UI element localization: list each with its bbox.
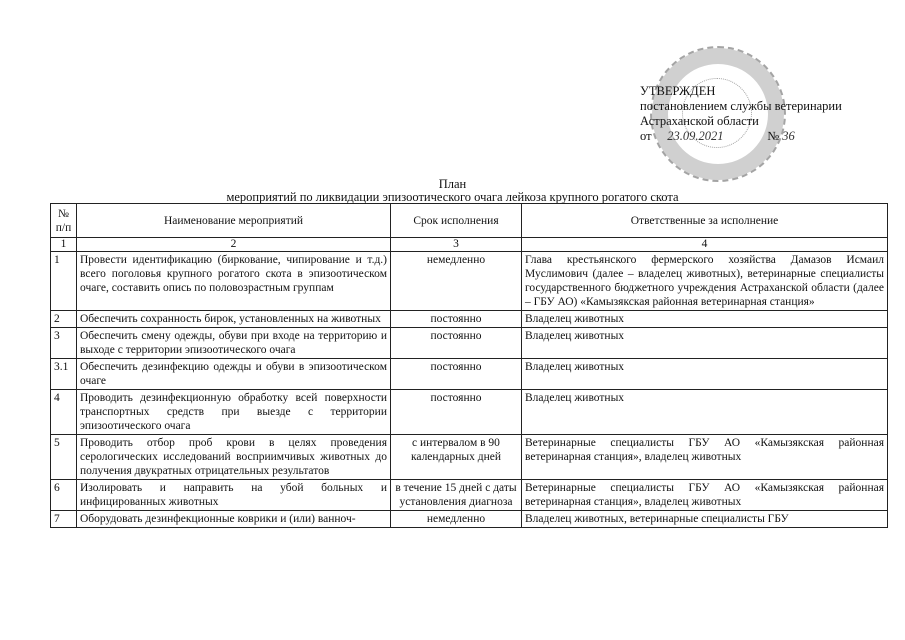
table-header-row xyxy=(51,204,888,238)
header-deadline: Срок исполнения xyxy=(391,204,522,238)
table-row xyxy=(51,328,888,359)
measures-table xyxy=(50,203,888,528)
header-number: № п/п xyxy=(51,204,77,238)
approval-heading: УТВЕРЖДЕН xyxy=(640,84,716,98)
row-number: 1 xyxy=(51,252,77,311)
row-measure: Провести идентификацию (биркование, чипирование и т.д.) всего поголовья крупного рогатого скота в эпизоотическом очаге, составить опись по половозрастным группам xyxy=(77,252,391,311)
row-number: 5 xyxy=(51,435,77,480)
table-row xyxy=(51,511,888,528)
row-deadline: в течение 15 дней с даты установления диагноза xyxy=(391,480,522,511)
row-measure: Проводить отбор проб крови в целях проведения серологических исследований восприимчивых животных до получения двукратных отрицательных результатов xyxy=(77,435,391,480)
row-deadline: постоянно xyxy=(391,311,522,328)
table-row xyxy=(51,359,888,390)
row-measure: Обеспечить дезинфекцию одежды и обуви в эпизоотическом очаге xyxy=(77,359,391,390)
row-responsible: Ветеринарные специалисты ГБУ АО «Камызякская районная ветеринарная станция», владелец животных xyxy=(522,435,888,480)
row-measure: Обеспечить смену одежды, обуви при входе на территорию и выходе с территории эпизоотического очага xyxy=(77,328,391,359)
row-responsible: Владелец животных xyxy=(522,311,888,328)
row-deadline: постоянно xyxy=(391,390,522,435)
row-measure: Оборудовать дезинфекционные коврики и (или) ванноч- xyxy=(77,511,391,528)
approval-line-region: Астраханской области xyxy=(640,114,759,128)
approval-line-decree: постановлением службы ветеринарии xyxy=(640,99,842,113)
table-row xyxy=(51,435,888,480)
row-deadline: с интервалом в 90 календарных дней xyxy=(391,435,522,480)
row-number: 6 xyxy=(51,480,77,511)
column-index: 4 xyxy=(522,238,888,252)
row-measure: Изолировать и направить на убой больных и инфицированных животных xyxy=(77,480,391,511)
row-responsible: Владелец животных xyxy=(522,390,888,435)
row-deadline: постоянно xyxy=(391,359,522,390)
row-responsible: Ветеринарные специалисты ГБУ АО «Камызякская районная ветеринарная станция», владелец животных xyxy=(522,480,888,511)
document-subtitle: мероприятий по ликвидации эпизоотического очага лейкоза крупного рогатого скота xyxy=(226,190,679,204)
row-responsible: Владелец животных xyxy=(522,328,888,359)
row-number: 2 xyxy=(51,311,77,328)
row-responsible: Глава крестьянского фермерского хозяйства Дамазов Исмаил Муслимович (далее – владелец животных), ветеринарные специалисты государственного бюджетного учреждения Астраханской области (далее – ГБУ АО) «Камызякская районная ветеринарная станция» xyxy=(522,252,888,311)
column-index: 2 xyxy=(77,238,391,252)
table-row xyxy=(51,390,888,435)
approval-number: 36 xyxy=(782,129,795,143)
approval-number-label: № xyxy=(767,129,780,143)
row-measure: Проводить дезинфекционную обработку всей поверхности транспортных средств при выезде с территории эпизоотического очага xyxy=(77,390,391,435)
row-deadline: немедленно xyxy=(391,511,522,528)
column-index: 1 xyxy=(51,238,77,252)
row-deadline: немедленно xyxy=(391,252,522,311)
column-index: 3 xyxy=(391,238,522,252)
row-number: 7 xyxy=(51,511,77,528)
row-number: 3 xyxy=(51,328,77,359)
approval-block xyxy=(640,84,842,144)
table-row xyxy=(51,311,888,328)
header-responsible: Ответственные за исполнение xyxy=(522,204,888,238)
row-responsible: Владелец животных, ветеринарные специалисты ГБУ xyxy=(522,511,888,528)
row-number: 4 xyxy=(51,390,77,435)
table-row xyxy=(51,480,888,511)
approval-date: 23.09.2021 xyxy=(667,129,724,143)
table-row xyxy=(51,252,888,311)
column-index-row xyxy=(51,238,888,252)
approval-from-label: от xyxy=(640,129,652,143)
row-number: 3.1 xyxy=(51,359,77,390)
approval-date-line xyxy=(640,129,842,144)
document-title: План xyxy=(438,177,467,191)
header-measure-name: Наименование мероприятий xyxy=(77,204,391,238)
row-responsible: Владелец животных xyxy=(522,359,888,390)
row-measure: Обеспечить сохранность бирок, установленных на животных xyxy=(77,311,391,328)
row-deadline: постоянно xyxy=(391,328,522,359)
